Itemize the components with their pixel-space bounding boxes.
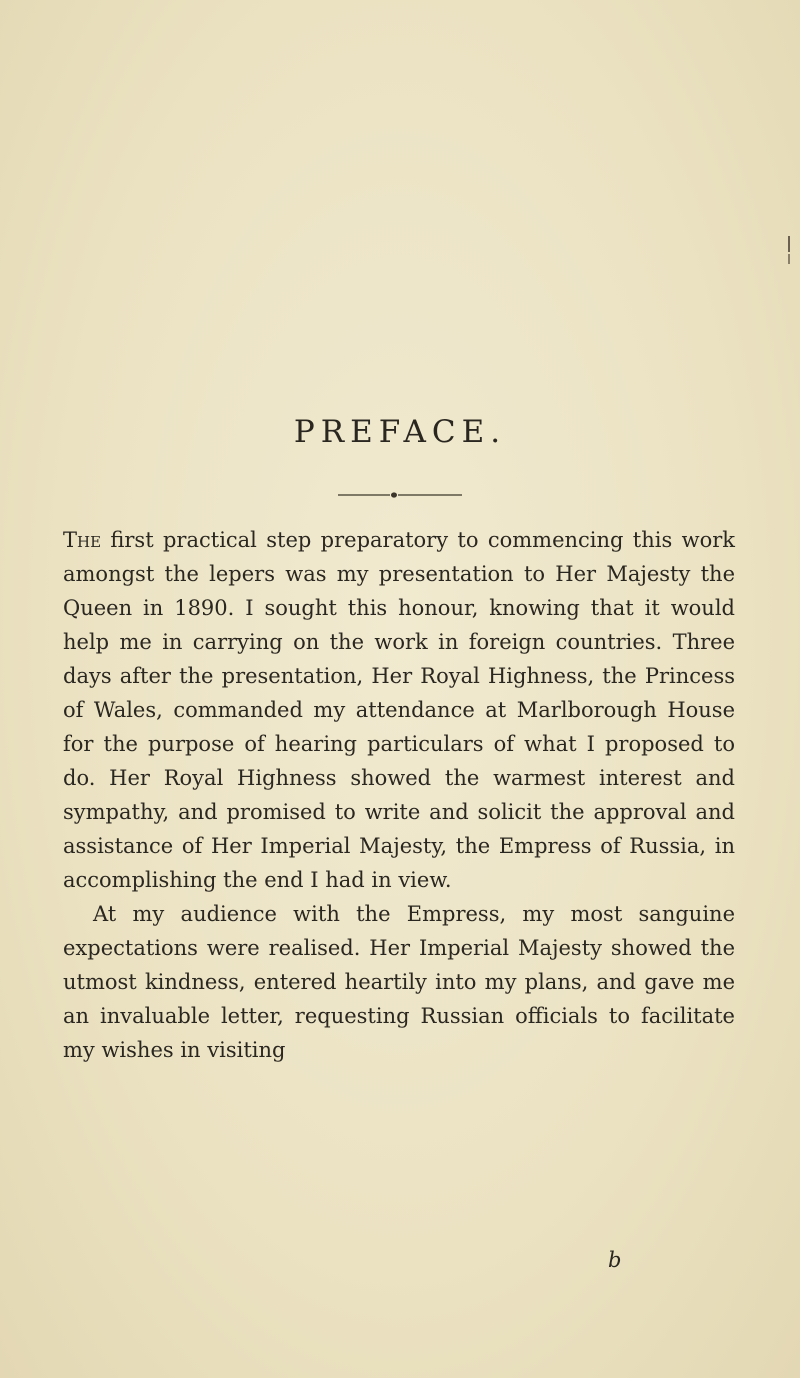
paragraph-1 (63, 523, 735, 897)
paragraph-2-text: At my audience with the Empress, my most sanguine expectations were realised. Her Imperial Majesty showed the utmost kindness, entered heartily into my plans, and gave me an invaluable letter, requesting Russian officials to facilitate my wishes in visiting (63, 902, 735, 1062)
rule-dot (391, 492, 397, 497)
paragraph-1-text: first practical step preparatory to commencing this work amongst the lepers was my presentation to Her Majesty the Queen in 1890. I sought this honour, knowing that it would help me in carrying on the work in foreign countries. Three days after the presentation, Her Royal Highness, the Princess of Wales, commanded my attendance at Marlborough House for the purpose of hearing particulars of what I proposed to do. Her Royal Highness showed the warmest interest and sympathy, and promised to write and solicit the approval and assistance of Her Imperial Majesty, the Empress of Russia, in accomplishing the end I had in view. (63, 528, 735, 892)
paragraph-2 (63, 897, 735, 1067)
preface-text (63, 523, 735, 1067)
page-title: PREFACE. (293, 414, 507, 450)
ornamental-rule (338, 490, 462, 500)
paragraph-1-lead: The (63, 528, 102, 552)
signature-mark: b (608, 1248, 622, 1272)
margin-mark (788, 236, 790, 252)
margin-mark-lower (788, 254, 790, 264)
